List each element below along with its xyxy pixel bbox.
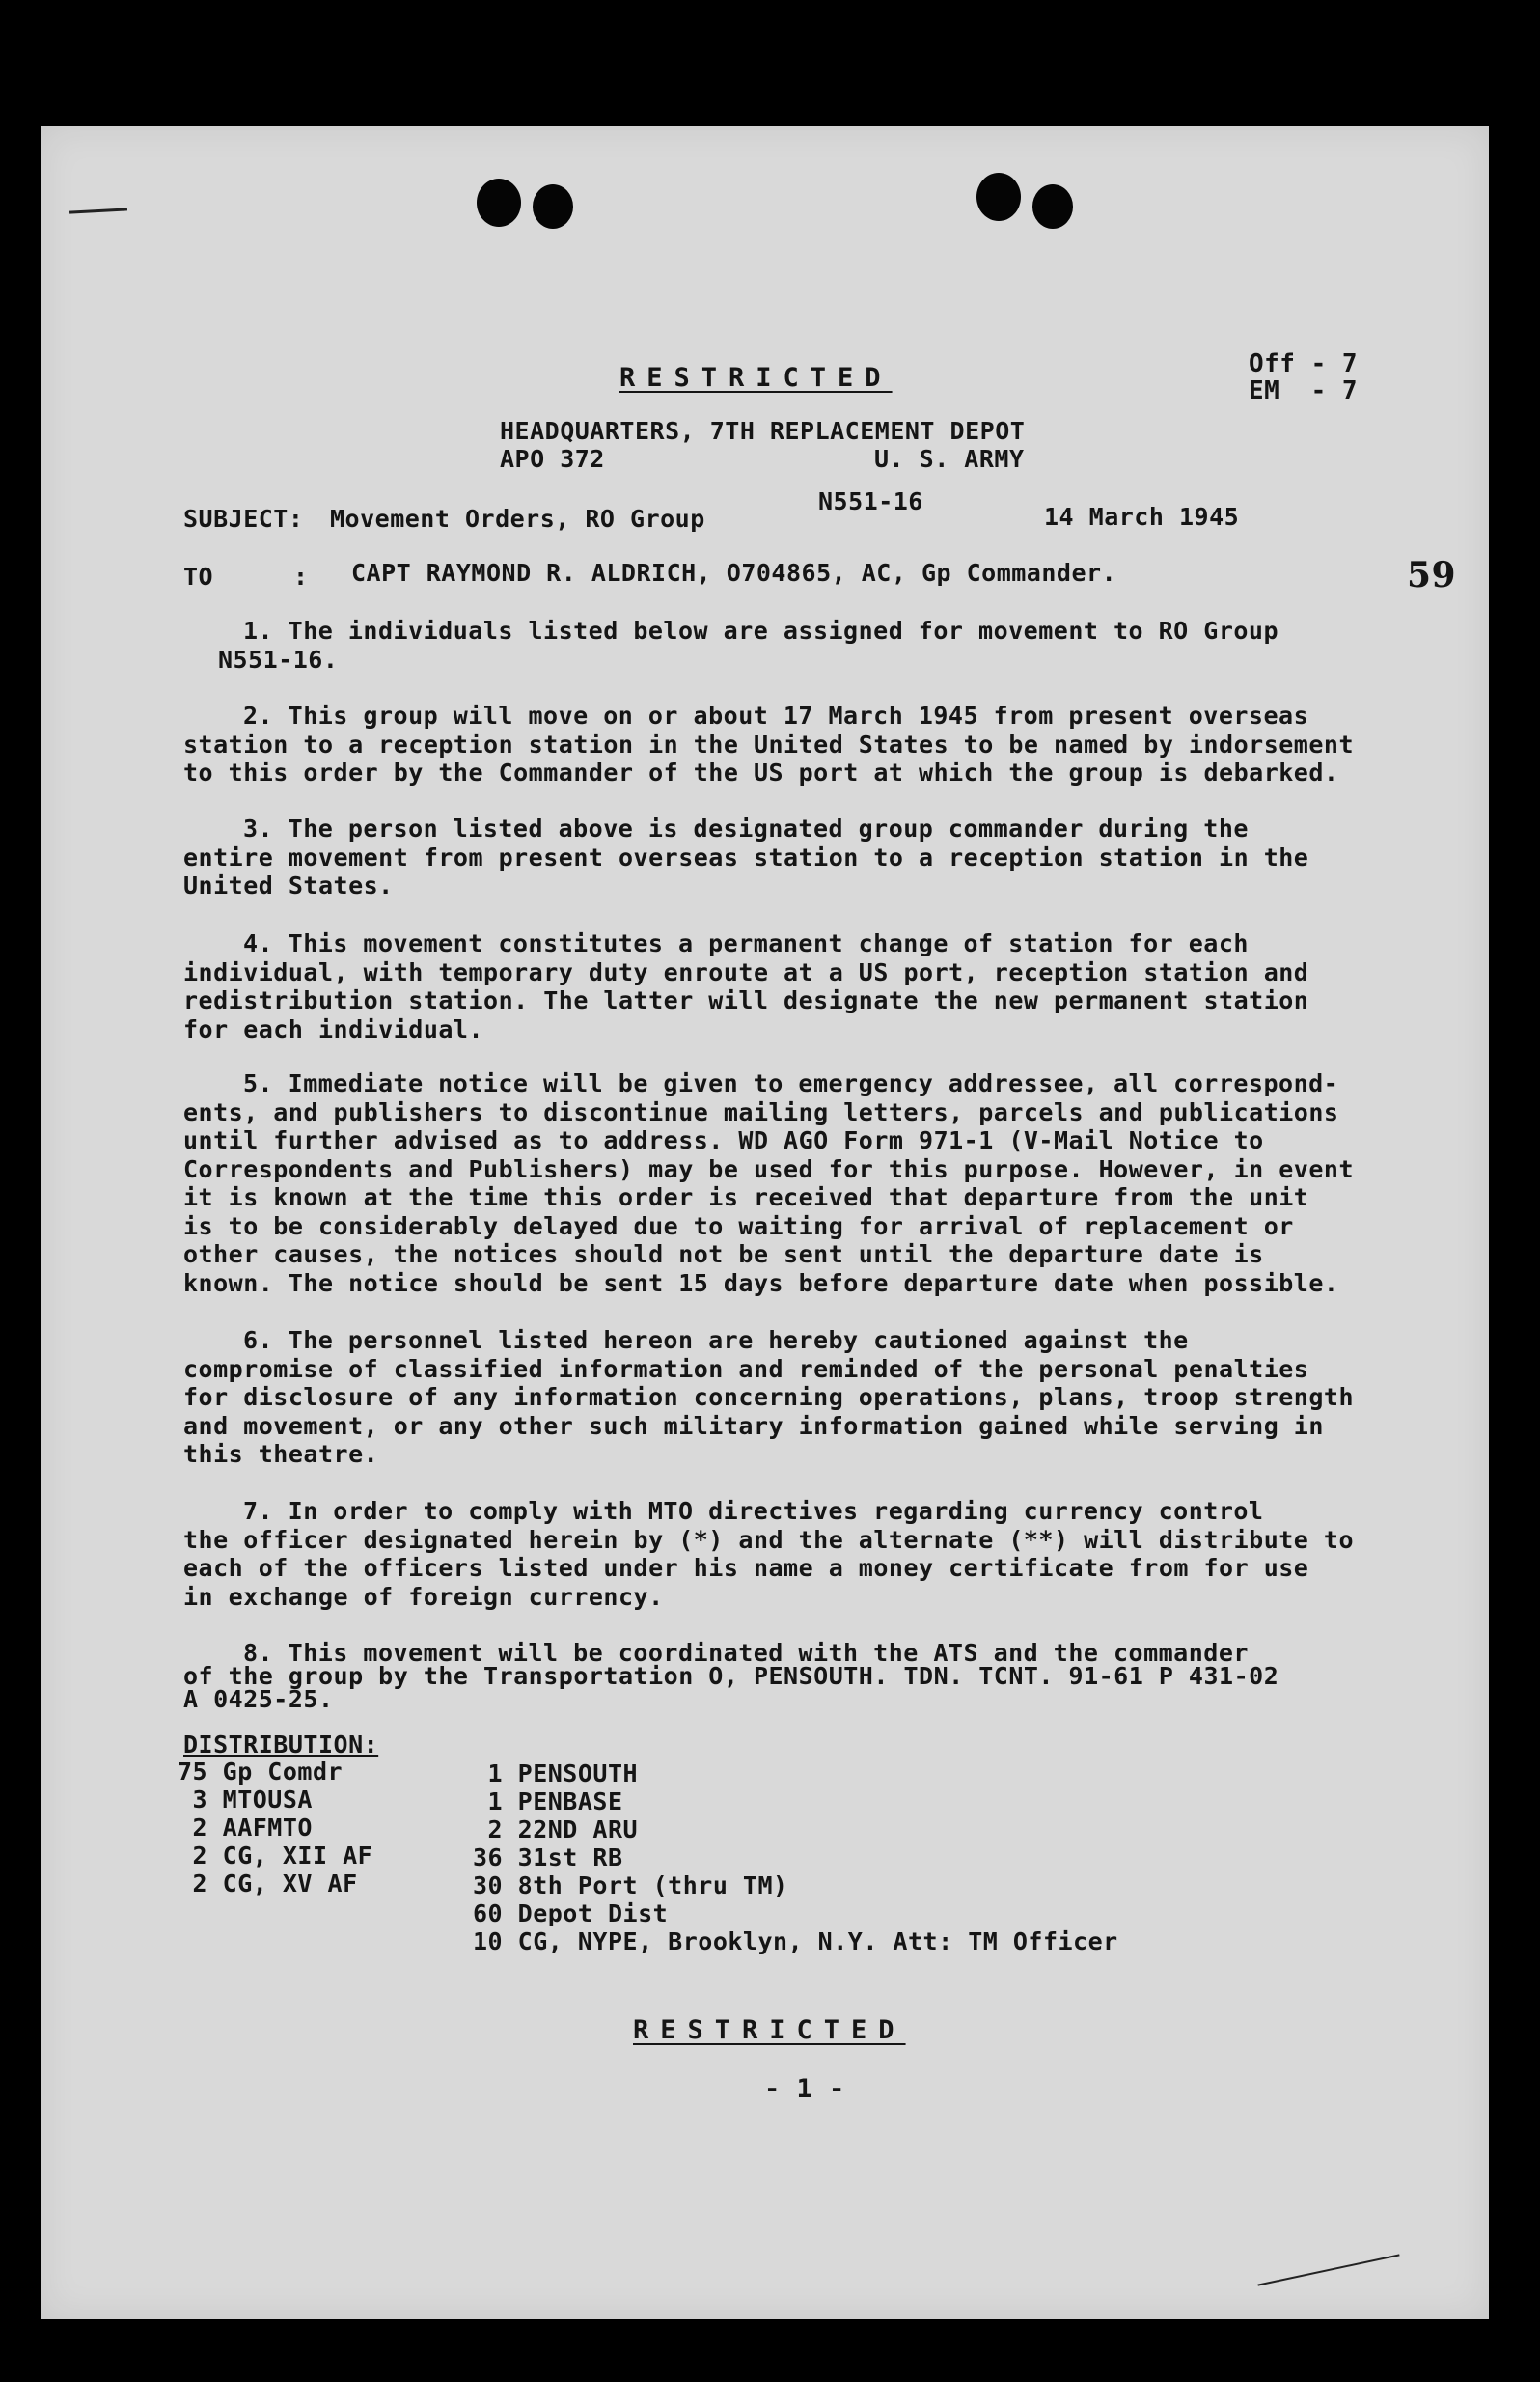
group-number: N551-16 <box>818 487 923 515</box>
paragraph-7 <box>183 1497 1409 1611</box>
paragraph-line: United States. <box>183 872 394 900</box>
stray-mark <box>1257 2254 1399 2285</box>
addressee: CAPT RAYMOND R. ALDRICH, O704865, AC, Gp Commander. <box>351 559 1117 587</box>
distribution-entry: 1 PENBASE <box>473 1787 623 1815</box>
classification-header: RESTRICTED <box>619 363 893 393</box>
paragraph-line: in exchange of foreign currency. <box>183 1582 664 1611</box>
paragraph-line: 2. This group will move on or about 17 March 1945 from present overseas <box>243 702 1309 730</box>
apo-line: APO 372 <box>500 445 605 473</box>
folio-number: 59 <box>1407 555 1457 596</box>
distribution-entry: 2 CG, XII AF <box>178 1842 373 1870</box>
subject-text: Movement Orders, RO Group <box>330 505 705 533</box>
paragraph-line: for disclosure of any information concerning operations, plans, troop strength <box>183 1383 1354 1411</box>
paragraph-line: Correspondents and Publishers) may be used for this purpose. However, in event <box>183 1154 1354 1183</box>
paragraph-line: N551-16. <box>218 645 339 674</box>
paragraph-line: other causes, the notices should not be sent until the departure date is <box>183 1240 1264 1268</box>
punch-hole-1 <box>477 179 521 227</box>
paragraph-line: entire movement from present overseas station to a reception station in the <box>183 843 1309 872</box>
distribution-entry: 36 31st RB <box>473 1843 623 1871</box>
paragraph-line: 1. The individuals listed below are assigned for movement to RO Group <box>243 617 1279 645</box>
classification-footer: RESTRICTED <box>633 2015 906 2045</box>
paragraph-line: it is known at the time this order is received that departure from the unit <box>183 1183 1309 1211</box>
paragraph-line: 5. Immediate notice will be given to emergency addressee, all correspond- <box>243 1069 1339 1097</box>
distribution-entry: 2 22ND ARU <box>473 1815 639 1843</box>
distribution-entry: 75 Gp Comdr <box>178 1758 344 1786</box>
paragraph-line: 6. The personnel listed hereon are hereby cautioned against the <box>243 1326 1189 1354</box>
paragraph-line: compromise of classified information and reminded of the personal penalties <box>183 1354 1309 1383</box>
paragraph-6 <box>183 1326 1409 1469</box>
paragraph-line: 7. In order to comply with MTO directives regarding currency control <box>243 1497 1264 1525</box>
paragraph-3 <box>183 815 1409 900</box>
paragraph-2 <box>183 702 1409 788</box>
paragraph-line: 3. The person listed above is designated group commander during the <box>243 815 1249 843</box>
paragraph-8 <box>183 1639 1409 1713</box>
page-number: - 1 - <box>764 2074 845 2104</box>
officer-count: Off - 7 <box>1249 349 1359 378</box>
subject-label: SUBJECT: <box>183 505 304 533</box>
distribution-entry: 60 Depot Dist <box>473 1899 669 1927</box>
paragraph-line: A 0425-25. <box>183 1685 334 1713</box>
to-label: TO <box>183 563 214 591</box>
distribution-entry: 3 MTOUSA <box>178 1786 313 1814</box>
paragraph-line: known. The notice should be sent 15 days before departure date when possible. <box>183 1268 1339 1297</box>
distribution-entry: 30 8th Port (thru TM) <box>473 1871 788 1899</box>
distribution-label: DISTRIBUTION: <box>183 1731 379 1759</box>
paragraph-line: the officer designated herein by (*) and the alternate (**) will distribute to <box>183 1525 1354 1554</box>
paragraph-line: station to a reception station in the United States to be named by indorsement <box>183 730 1354 759</box>
army-line: U. S. ARMY <box>874 445 1025 473</box>
paragraph-line: for each individual. <box>183 1014 484 1043</box>
headquarters-line: HEADQUARTERS, 7TH REPLACEMENT DEPOT <box>500 417 1026 445</box>
paragraph-line: each of the officers listed under his name a money certificate from for use <box>183 1554 1309 1582</box>
distribution-entry: 2 AAFMTO <box>178 1814 313 1842</box>
distribution-entry: 10 CG, NYPE, Brooklyn, N.Y. Att: TM Officer <box>473 1927 1118 1955</box>
distribution-list-left <box>178 1758 372 1897</box>
paragraph-line: 8. This movement will be coordinated with the ATS and the commander <box>243 1639 1249 1667</box>
paragraph-line: 4. This movement constitutes a permanent change of station for each <box>243 929 1249 957</box>
punch-hole-2 <box>533 184 573 229</box>
paragraph-1 <box>185 617 1411 674</box>
paragraph-line: this theatre. <box>183 1440 379 1468</box>
order-date: 14 March 1945 <box>1044 503 1240 531</box>
paragraph-line: is to be considerably delayed due to waiting for arrival of replacement or <box>183 1211 1294 1240</box>
distribution-entry: 1 PENSOUTH <box>473 1759 639 1787</box>
enlisted-count: EM - 7 <box>1249 376 1359 405</box>
paragraph-line: to this order by the Commander of the US port at which the group is debarked. <box>183 759 1339 787</box>
paragraph-4 <box>183 929 1409 1043</box>
stray-mark <box>69 208 127 213</box>
distribution-list-right <box>473 1759 1118 1955</box>
punch-hole-4 <box>1032 184 1073 229</box>
punch-hole-3 <box>976 173 1021 221</box>
paragraph-line: until further advised as to address. WD AGO Form 971-1 (V-Mail Notice to <box>183 1126 1264 1154</box>
paragraph-line: and movement, or any other such military information gained while serving in <box>183 1411 1324 1440</box>
distribution-entry: 2 CG, XV AF <box>178 1870 358 1897</box>
paragraph-line: individual, with temporary duty enroute at a US port, reception station and <box>183 957 1309 986</box>
paragraph-line: redistribution station. The latter will designate the new permanent station <box>183 986 1309 1014</box>
paragraph-5 <box>183 1069 1409 1297</box>
paragraph-line: of the group by the Transportation O, PENSOUTH. TDN. TCNT. 91-61 P 431-02 <box>183 1662 1279 1690</box>
document-page <box>41 126 1489 2319</box>
to-colon: : <box>293 563 309 591</box>
paragraph-line: ents, and publishers to discontinue mailing letters, parcels and publications <box>183 1097 1339 1126</box>
